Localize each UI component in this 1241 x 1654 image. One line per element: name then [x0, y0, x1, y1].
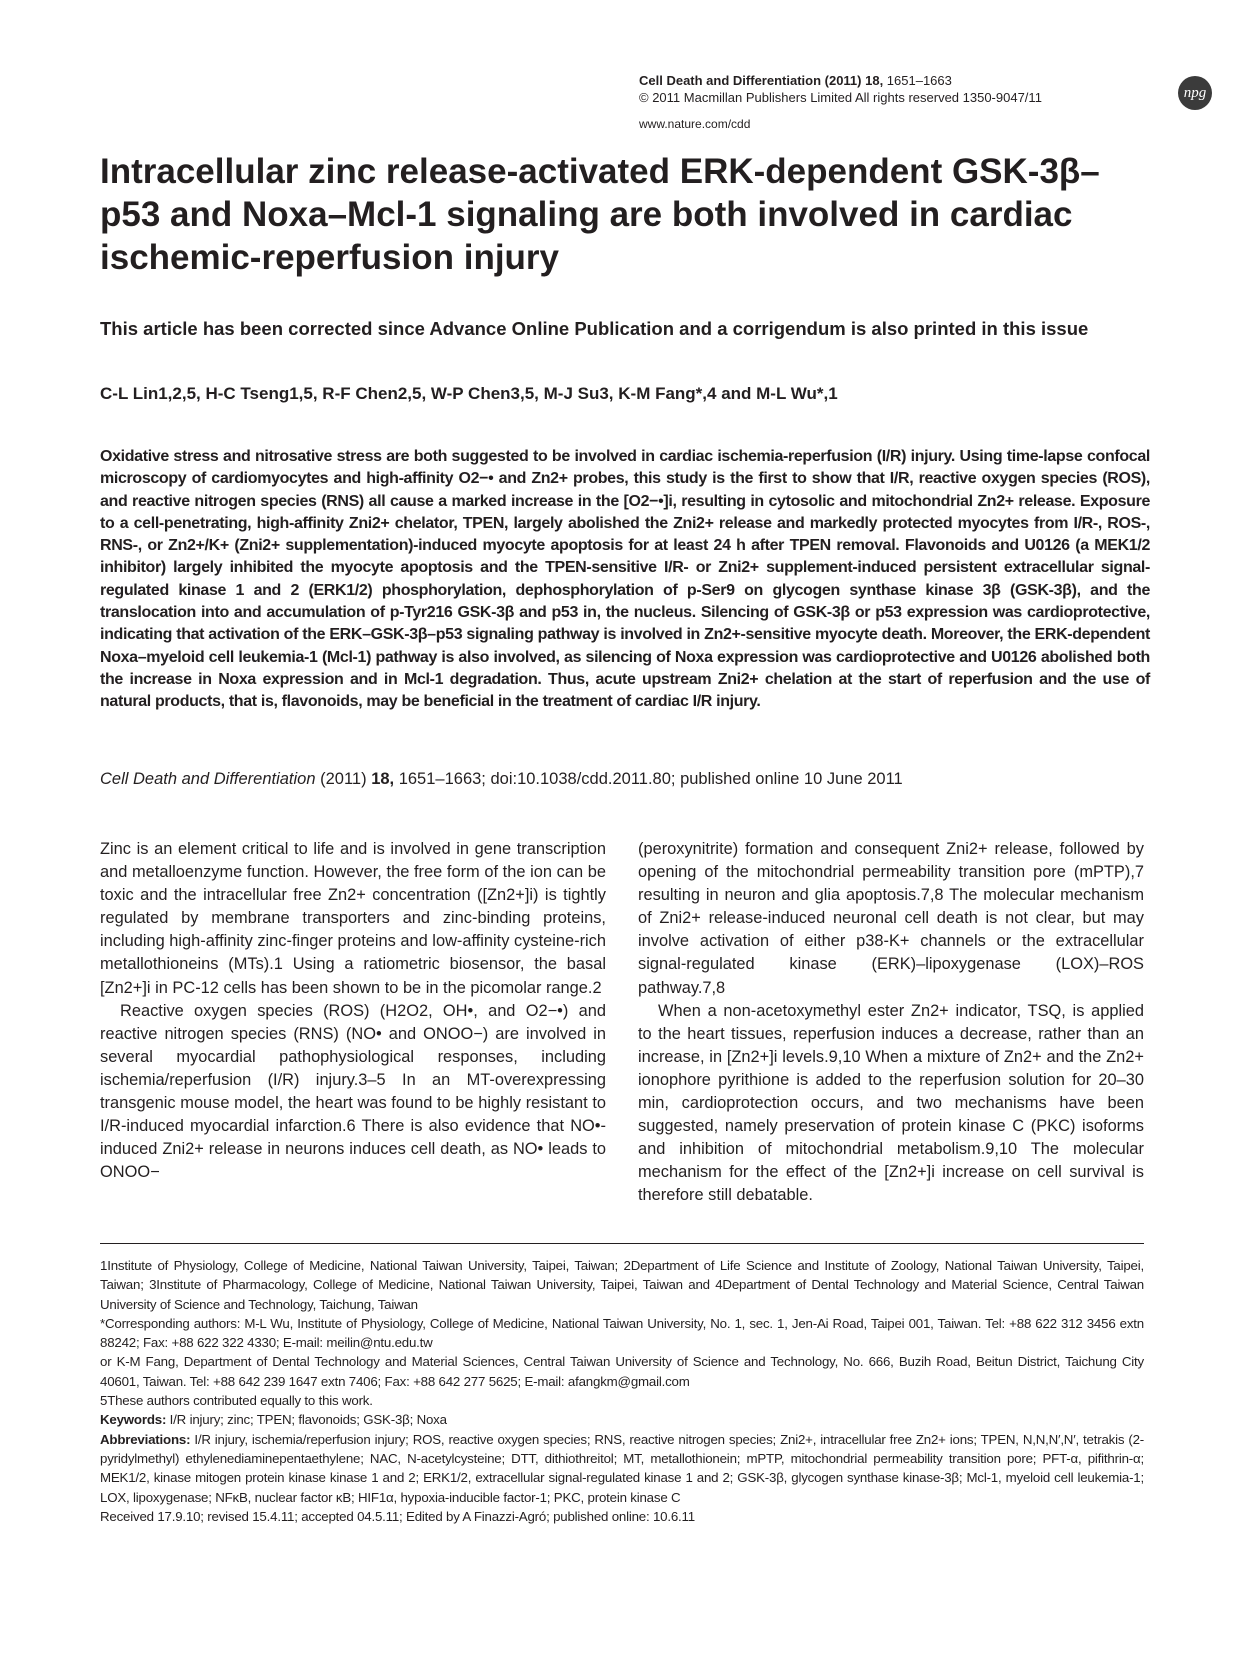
body-paragraph: Zinc is an element critical to life and is involved in gene transcription and metalloenzyme function. However, the free form of the ion can be toxic and the intracellular free Zn2+ concentration ([Zn2+]i) is tightly regulated by membrane transporters and zinc-binding proteins, including high-affinity zinc-finger proteins and low-affinity cysteine-rich metallothioneins (MTs).1 Using a ratiometric biosensor, the basal [Zn2+]i in PC-12 cells has been shown to be in the picomolar range.2 [100, 840, 606, 997]
keywords-label: Keywords: [100, 1412, 167, 1428]
body-paragraph: When a non-acetoxymethyl ester Zn2+ indicator, TSQ, is applied to the heart tissues, reperfusion induces a decrease, rather than an increase, in [Zn2+]i levels.9,10 When a mixture of Zn2+ and the Zn2+ ionophore pyrithione is added to the reperfusion solution for 20–30 min, cardioprotection occurs, and two mechanisms have been suggested, namely preservation of protein kinase C (PKC) isoforms and inhibition of mitochondrial metabolism.9,10 The molecular mechanism for the effect of the [Zn2+]i increase on cell survival is therefore still debatable. [638, 1001, 1144, 1205]
received-dates: Received 17.9.10; revised 15.4.11; accepted 04.5.11; Edited by A Finazzi-Agró; published online: 10.6.11 [100, 1508, 695, 1524]
journal-pages: 1651–1663 [883, 73, 952, 88]
author-list: C-L Lin1,2,5, H-C Tseng1,5, R-F Chen2,5, W-P Chen3,5, M-J Su3, K-M Fang*,4 and M-L Wu*,1 [100, 384, 838, 403]
keywords [100, 1410, 1144, 1429]
journal-name: Cell Death and Differentiation (2011) 18, [639, 73, 884, 88]
corresponding-author-2: or K-M Fang, Department of Dental Technology and Material Sciences, Central Taiwan University of Science and Technology, No. 666, Buzih Road, Beitun District, Taichung City 40601, Taiwan. Tel: +88 642 239 1647 extn 7406; Fax: +88 642 277 5625; E-mail: afangkm@gmail.com [100, 1354, 1144, 1389]
citation-volume: 18, [371, 770, 395, 788]
abbreviations-label: Abbreviations: [100, 1431, 191, 1447]
body-column-right [638, 838, 1144, 1208]
body-paragraph: (peroxynitrite) formation and consequent Zni2+ release, followed by opening of the mitochondrial permeability transition pore (mPTP),7 resulting in neuron and glia apoptosis.7,8 The molecular mechanism of Zni2+ release-induced neuronal cell death is not clear, but may involve activation of either p38-K+ channels or the extracellular signal-regulated kinase (ERK)–lipoxygenase (LOX)–ROS pathway.7,8 [638, 840, 1144, 997]
correction-note: This article has been corrected since Advance Online Publication and a corrigendum is also printed in this issue [100, 318, 1089, 339]
citation-line [100, 770, 1160, 789]
citation-journal: Cell Death and Differentiation [100, 770, 316, 788]
body-column-left [100, 838, 606, 1184]
abbreviations-text: I/R injury, ischemia/reperfusion injury; ROS, reactive oxygen species; RNS, reactive nitrogen species; Zni2+, intracellular free Zn2+ ions; TPEN, N,N,N′,N′, tetrakis (2-pyridylmethyl) ethylenediaminepentaethylene; NAC, N-acetylcysteine; DTT, dithiothreitol; MT, metallothionein; mPTP, mitochondrial permeability transition pore; PFT-α, pifithrin-α; MEK1/2, kinase mitogen protein kinase kinase 1 and 2; ERK1/2, extracellular signal-regulated kinase 1 and 2; GSK-3β, glycogen synthase kinase-3β; Mcl-1, myeloid cell leukemia-1; LOX, lipoxygenase; NFκB, nuclear factor κB; HIF1α, hypoxia-inducible factor-1; PKC, protein kinase C [100, 1431, 1144, 1505]
keywords-text: I/R injury; zinc; TPEN; flavonoids; GSK-3β; Noxa [166, 1412, 447, 1428]
article-title: Intracellular zinc release-activated ERK-dependent GSK-3β–p53 and Noxa–Mcl-1 signaling are both involved in cardiac ischemic-reperfusion injury [100, 152, 1100, 277]
npg-logo: npg [1178, 76, 1212, 110]
abstract: Oxidative stress and nitrosative stress are both suggested to be involved in cardiac ischemia-reperfusion (I/R) injury. Using time-lapse confocal microscopy of cardiomyocytes and high-affinity O2−• and Zn2+ probes, this study is the first to show that I/R, reactive oxygen species (ROS), and reactive nitrogen species (RNS) all cause a marked increase in the [O2−•]i, resulting in cytosolic and mitochondrial Zn2+ release. Exposure to a cell-penetrating, high-affinity Zni2+ chelator, TPEN, largely abolished the Zni2+ release and markedly protected myocytes from I/R-, ROS-, RNS-, or Zn2+/K+ (Zni2+ supplementation)-induced myocyte apoptosis for at least 24 h after TPEN removal. Flavonoids and U0126 (a MEK1/2 inhibitor) largely inhibited the myocyte apoptosis and the TPEN-sensitive I/R- or Zni2+ supplement-induced persistent extracellular signal-regulated kinase 1 and 2 (ERK1/2) phosphorylation, dephosphorylation of p-Ser9 on glycogen synthase kinase 3β (GSK-3β), and the translocation into and accumulation of p-Tyr216 GSK-3β and p53 in, the nucleus. Silencing of GSK-3β or p53 expression was cardioprotective, indicating that activation of the ERK–GSK-3β–p53 signaling pathway is involved in Zn2+-sensitive myocyte death. Moreover, the ERK-dependent Noxa–myeloid cell leukemia-1 (Mcl-1) pathway is also involved, as silencing of Noxa expression was cardioprotective and U0126 abolished both the increase in Noxa expression and in Mcl-1 degradation. Thus, acute upstream Zni2+ chelation at the start of reperfusion and the use of natural products, that is, flavonoids, may be beneficial in the treatment of cardiac I/R injury. [100, 448, 1150, 711]
copyright-line: © 2011 Macmillan Publishers Limited All rights reserved 1350-9047/11 [639, 90, 1042, 105]
abbreviations [100, 1430, 1144, 1507]
journal-url[interactable]: www.nature.com/cdd [639, 117, 751, 131]
body-paragraph: Reactive oxygen species (ROS) (H2O2, OH•, and O2−•) and reactive nitrogen species (RNS) (NO• and ONOO−) are involved in several myocardial pathophysiological responses, including ischemia/reperfusion (I/R) injury.3–5 In an MT-overexpressing transgenic mouse model, the heart was found to be highly resistant to I/R-induced myocardial infarction.6 There is also evidence that NO•-induced Zni2+ release in neurons induces cell death, as NO• leads to ONOO− [100, 1001, 606, 1182]
affiliations: 1Institute of Physiology, College of Medicine, National Taiwan University, Taipei, Taiwan; 2Department of Life Science and Institute of Zoology, National Taiwan University, Taipei, Taiwan; 3Institute of Pharmacology, College of Medicine, National Taiwan University, Taipei, Taiwan and 4Department of Dental Technology and Material Science, Central Taiwan University of Science and Technology, Taichung, Taiwan [100, 1258, 1144, 1312]
journal-header [639, 72, 1099, 106]
equal-contribution-note: 5These authors contributed equally to this work. [100, 1393, 373, 1409]
corresponding-author: *Corresponding authors: M-L Wu, Institute of Physiology, College of Medicine, National Taiwan University, No. 1, sec. 1, Jen-Ai Road, Taipei 001, Taiwan. Tel: +88 622 312 3456 extn 88242; Fax: +88 622 322 4330; E-mail: meilin@ntu.edu.tw [100, 1315, 1144, 1351]
citation-doi: 1651–1663; doi:10.1038/cdd.2011.80; published online 10 June 2011 [394, 770, 903, 788]
citation-year: (2011) [315, 770, 372, 788]
footnote-divider [100, 1243, 1144, 1244]
footnotes [100, 1256, 1144, 1526]
